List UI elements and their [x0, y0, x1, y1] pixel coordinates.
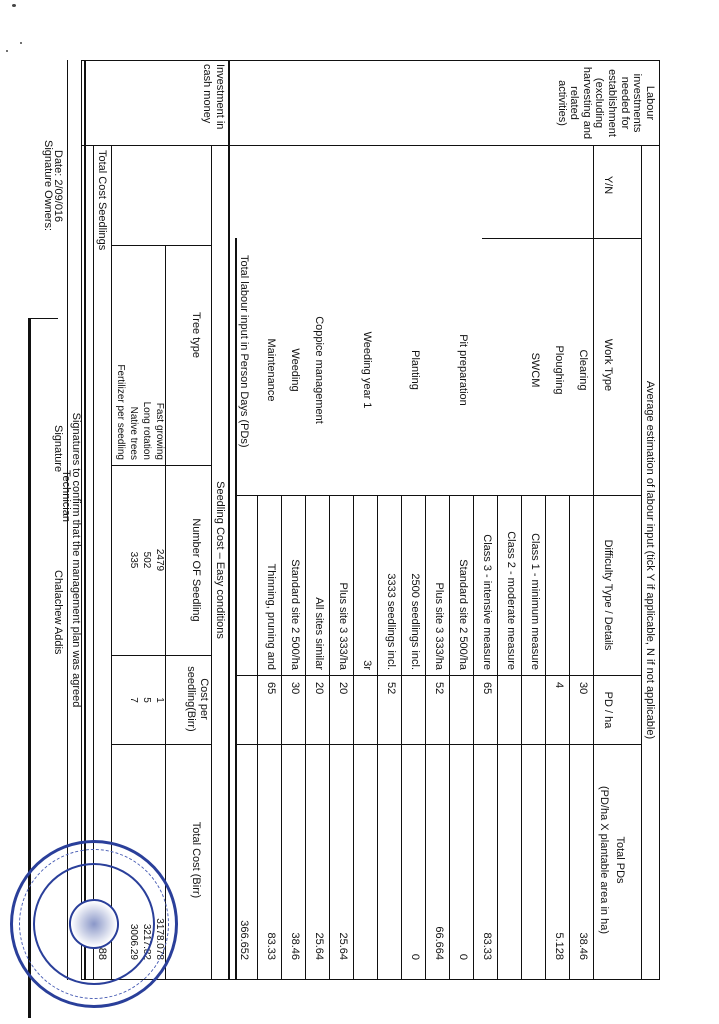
rotated-form	[52, 60, 660, 980]
total-pds-subheader: (PD/ha X plantable area in ha)	[598, 786, 610, 934]
yn-header: Y/N	[602, 175, 614, 195]
signature-date: Date: 2/09/016	[52, 150, 64, 223]
labour-row-work-type: Weeding year 1	[361, 331, 373, 409]
labour-row-work-type: Weeding	[289, 348, 301, 392]
labour-row-total: 25.64	[337, 932, 349, 960]
tree-type-header: Tree type	[190, 311, 202, 359]
labour-total-value: 366.652	[238, 920, 250, 960]
technician-name: Chalachew Addis	[52, 570, 64, 655]
total-pds-header: Total PDs	[614, 836, 626, 884]
labour-row-detail: Standard site 2 500/ha	[457, 559, 469, 670]
labour-row-detail: Plus site 3 333/ha	[433, 582, 445, 670]
seedling-row-number: 2479	[154, 548, 165, 572]
labour-row-divider	[473, 495, 474, 980]
seedling-row-total: 3217.82	[141, 923, 152, 960]
labour-row-total	[503, 750, 517, 960]
seedling-title: Seedling Cost – Easy conditions	[214, 481, 226, 639]
labour-table-title: Average estimation of labour input (tick Y if applicable, N if not applicable)	[644, 380, 656, 740]
seedling-row-cost: 5	[141, 697, 152, 703]
labour-row-work-type	[479, 250, 493, 490]
technician-label: Technician	[60, 470, 72, 522]
labour-row-divider	[569, 495, 570, 980]
seedling-number-header: Number OF Seedling	[190, 518, 202, 622]
seedling-total-label: Total Cost Seedlings	[96, 150, 108, 251]
labour-row-work-type: Maintenance	[265, 338, 277, 402]
labour-row-detail: Standard site 2 500/ha	[289, 559, 301, 670]
labour-row-total: 0	[457, 953, 469, 960]
seedling-row-type: Long rotation	[141, 401, 152, 460]
labour-row-divider	[425, 495, 426, 980]
labour-row-pd: 30	[289, 682, 301, 695]
labour-row-divider	[329, 495, 330, 980]
cost-per-seedling-header: Cost per seedling(Birr)	[185, 666, 210, 732]
seedling-row-total: 3178.078	[154, 918, 165, 960]
labour-row-work-type: SWCM	[529, 352, 541, 388]
labour-row-pd	[527, 682, 541, 740]
seedling-row-cost: 7	[128, 697, 139, 703]
labour-row-work-type: Pit preparation	[457, 334, 469, 406]
labour-row-total	[359, 750, 373, 960]
labour-row-detail: Class 3 - intensive measure	[481, 534, 493, 670]
labour-row-work-type: Clearing	[577, 349, 589, 391]
labour-row-pd: 52	[433, 682, 445, 695]
seedling-row-cost: 1	[154, 697, 165, 703]
labour-row-total	[527, 750, 541, 960]
seedling-row-type: Fast growing	[154, 402, 165, 460]
labour-row-work-type: Planting	[409, 350, 421, 390]
labour-row-divider	[545, 495, 546, 980]
labour-row-detail: Class 2 - moderate measure	[505, 531, 517, 670]
seedling-row-type: Fertilizer per seedling	[115, 364, 126, 460]
signature-owners-label: Signature Owners:	[42, 140, 54, 232]
difficulty-header: Difficulty Type / Details	[602, 539, 614, 651]
seedling-row-total: 3006.29	[128, 923, 139, 960]
labour-row-pd	[359, 682, 373, 740]
labour-row-total: 66.664	[433, 926, 445, 960]
labour-row-pd: 65	[265, 682, 277, 695]
labour-row-pd: 4	[553, 682, 565, 689]
labour-row-work-type: Coppice management	[313, 316, 325, 424]
labour-row-total: 83.33	[265, 932, 277, 960]
labour-row-total	[383, 750, 397, 960]
labour-row-total: 38.46	[289, 932, 301, 960]
seedling-row-type: Native trees	[128, 406, 139, 460]
labour-row-total: 0	[409, 953, 421, 960]
labour-row-detail: Thinning, pruning and	[265, 563, 277, 670]
labour-row-total: 38.46	[577, 932, 589, 960]
labour-row-detail	[575, 500, 589, 670]
labour-row-detail: 2500 seedlings incl.	[409, 573, 421, 670]
labour-row-divider	[305, 495, 306, 980]
labour-row-pd	[455, 682, 469, 740]
labour-row-pd	[503, 682, 517, 740]
labour-row-pd: 52	[385, 682, 397, 695]
labour-row-detail: 3r	[361, 660, 373, 670]
labour-row-detail: 3333 seedlings incl.	[385, 573, 397, 670]
labour-row-detail: Plus site 3 333/ha	[337, 582, 349, 670]
labour-row-work-type	[431, 250, 445, 490]
labour-row-detail: Class 1 - minimum measure	[529, 533, 541, 670]
labour-row-divider	[449, 495, 450, 980]
seedling-row-cost	[114, 660, 126, 740]
labour-row-divider	[353, 495, 354, 980]
labour-row-pd: 20	[337, 682, 349, 695]
cash-section-label: Investment in cash money	[201, 64, 226, 130]
seedling-total-header: Total Cost (Birr)	[190, 821, 202, 899]
signatures-title: Signatures to confirm that the management plan was agreed	[70, 412, 82, 708]
labour-row-pd: 20	[313, 682, 325, 695]
signature-label: Signature	[52, 425, 64, 473]
labour-row-work-type	[335, 250, 349, 490]
labour-row-divider	[257, 495, 258, 980]
labour-row-pd	[407, 682, 421, 740]
scan-speck	[12, 4, 16, 7]
labour-row-detail	[551, 500, 565, 670]
seedling-row-number	[114, 470, 126, 650]
labour-row-work-type	[503, 250, 517, 490]
labour-row-divider	[401, 495, 402, 980]
labour-row-work-type: Ploughing	[553, 345, 565, 395]
labour-row-detail: All sites similar	[313, 597, 325, 670]
scan-speck	[6, 50, 8, 52]
seedling-row-number: 502	[141, 551, 152, 569]
labour-row-divider	[377, 495, 378, 980]
labour-total-label: Total labour input in Person Days (PDs)	[238, 255, 250, 448]
labour-row-pd: 30	[577, 682, 589, 695]
labour-row-total: 25.64	[313, 932, 325, 960]
seedling-row-number: 335	[128, 551, 139, 569]
labour-row-total: 83.33	[481, 932, 493, 960]
pd-ha-header: PD / ha	[602, 691, 614, 729]
labour-row-divider	[497, 495, 498, 980]
labour-row-divider	[521, 495, 522, 980]
labour-row-pd: 65	[481, 682, 493, 695]
labour-row-divider	[281, 495, 282, 980]
labour-row-work-type	[383, 250, 397, 490]
labour-section-label: Labour investments needed for establishment (excluding harvesting and related activities)	[555, 66, 656, 140]
scan-speck	[20, 42, 22, 44]
work-type-header: Work Type	[602, 338, 614, 392]
labour-row-total: 5.128	[553, 932, 565, 960]
